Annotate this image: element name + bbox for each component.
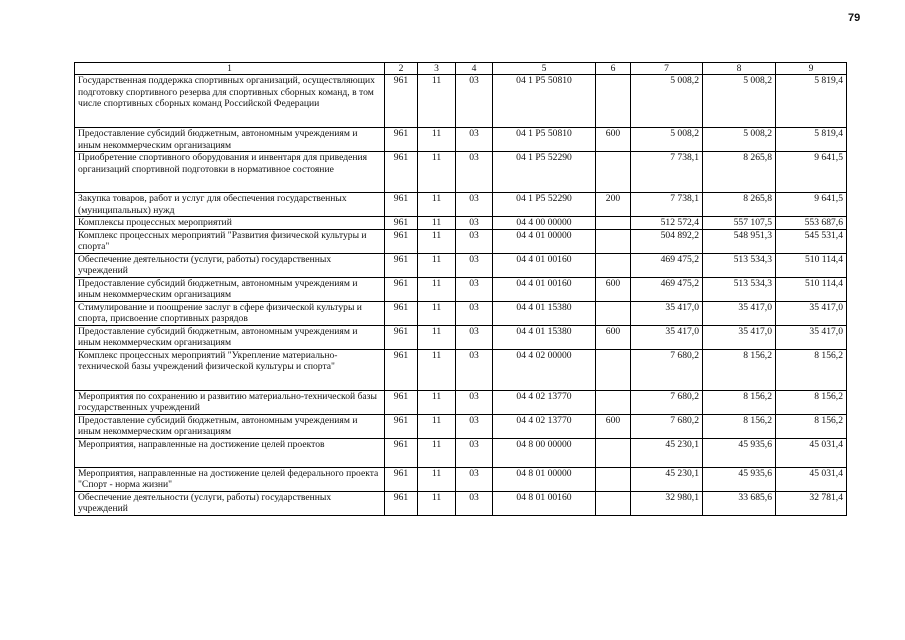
code-subsection: 03 (456, 128, 493, 152)
code-target: 04 4 02 13770 (493, 390, 596, 414)
code-expense-type: 600 (596, 414, 631, 438)
amount-year-1: 512 572,4 (631, 217, 703, 229)
row-name: Комплекс процессных мероприятий "Развития физической культуры и спорта" (75, 229, 385, 253)
code-section: 11 (418, 325, 456, 349)
code-section: 11 (418, 75, 456, 128)
amount-year-3: 553 687,6 (776, 217, 847, 229)
table-row (75, 349, 847, 390)
code-section: 11 (418, 390, 456, 414)
table-row (75, 301, 847, 325)
amount-year-2: 45 935,6 (703, 467, 776, 491)
code-section: 11 (418, 277, 456, 301)
code-target: 04 4 02 00000 (493, 349, 596, 390)
row-name: Мероприятия, направленные на достижение целей проектов (75, 438, 385, 467)
amount-year-1: 5 008,2 (631, 128, 703, 152)
code-section: 11 (418, 349, 456, 390)
table-row (75, 217, 847, 229)
code-admin: 961 (385, 277, 418, 301)
column-header: 8 (703, 63, 776, 75)
amount-year-2: 45 935,6 (703, 438, 776, 467)
amount-year-3: 8 156,2 (776, 390, 847, 414)
code-expense-type (596, 75, 631, 128)
table-row (75, 277, 847, 301)
code-expense-type (596, 152, 631, 193)
code-target: 04 4 02 13770 (493, 414, 596, 438)
table-row (75, 229, 847, 253)
row-name: Предоставление субсидий бюджетным, автономным учреждениям и иным некоммерческим организациям (75, 128, 385, 152)
code-subsection: 03 (456, 193, 493, 217)
code-target: 04 1 P5 52290 (493, 193, 596, 217)
amount-year-3: 5 819,4 (776, 75, 847, 128)
code-admin: 961 (385, 390, 418, 414)
header-row (75, 63, 847, 75)
code-admin: 961 (385, 438, 418, 467)
row-name: Мероприятия по сохранению и развитию материально-технической базы государственных учреждений (75, 390, 385, 414)
amount-year-1: 35 417,0 (631, 301, 703, 325)
amount-year-1: 35 417,0 (631, 325, 703, 349)
amount-year-2: 35 417,0 (703, 325, 776, 349)
amount-year-1: 504 892,2 (631, 229, 703, 253)
code-target: 04 1 P5 52290 (493, 152, 596, 193)
code-subsection: 03 (456, 217, 493, 229)
amount-year-3: 8 156,2 (776, 414, 847, 438)
column-header: 3 (418, 63, 456, 75)
code-section: 11 (418, 414, 456, 438)
table-row (75, 75, 847, 128)
column-header: 7 (631, 63, 703, 75)
amount-year-2: 35 417,0 (703, 301, 776, 325)
code-subsection: 03 (456, 414, 493, 438)
code-expense-type: 600 (596, 325, 631, 349)
code-subsection: 03 (456, 491, 493, 515)
code-expense-type (596, 217, 631, 229)
table-row (75, 414, 847, 438)
amount-year-1: 7 680,2 (631, 414, 703, 438)
code-expense-type (596, 467, 631, 491)
code-section: 11 (418, 193, 456, 217)
code-target: 04 4 01 15380 (493, 301, 596, 325)
code-expense-type (596, 253, 631, 277)
column-header: 5 (493, 63, 596, 75)
amount-year-3: 510 114,4 (776, 253, 847, 277)
code-expense-type (596, 301, 631, 325)
code-admin: 961 (385, 229, 418, 253)
budget-table (74, 62, 847, 516)
code-expense-type: 200 (596, 193, 631, 217)
amount-year-1: 7 680,2 (631, 349, 703, 390)
page-number: 79 (848, 12, 861, 24)
table-row (75, 390, 847, 414)
amount-year-1: 32 980,1 (631, 491, 703, 515)
code-subsection: 03 (456, 349, 493, 390)
amount-year-3: 45 031,4 (776, 438, 847, 467)
table-row (75, 467, 847, 491)
code-expense-type: 600 (596, 128, 631, 152)
code-subsection: 03 (456, 390, 493, 414)
code-section: 11 (418, 217, 456, 229)
amount-year-1: 469 475,2 (631, 277, 703, 301)
code-admin: 961 (385, 75, 418, 128)
amount-year-2: 8 265,8 (703, 193, 776, 217)
amount-year-2: 557 107,5 (703, 217, 776, 229)
row-name: Комплекс процессных мероприятий "Укрепление материально-технической базы учреждений физической культуры и спорта" (75, 349, 385, 390)
row-name: Стимулирование и поощрение заслуг в сфере физической культуры и спорта, присвоение спортивных разрядов (75, 301, 385, 325)
code-admin: 961 (385, 253, 418, 277)
code-admin: 961 (385, 193, 418, 217)
table-row (75, 128, 847, 152)
code-admin: 961 (385, 152, 418, 193)
code-expense-type (596, 390, 631, 414)
amount-year-3: 510 114,4 (776, 277, 847, 301)
amount-year-3: 35 417,0 (776, 301, 847, 325)
row-name: Обеспечение деятельности (услуги, работы) государственных учреждений (75, 253, 385, 277)
code-expense-type (596, 491, 631, 515)
amount-year-2: 513 534,3 (703, 253, 776, 277)
amount-year-1: 5 008,2 (631, 75, 703, 128)
table-row (75, 325, 847, 349)
code-subsection: 03 (456, 229, 493, 253)
table-row (75, 193, 847, 217)
code-subsection: 03 (456, 75, 493, 128)
code-subsection: 03 (456, 467, 493, 491)
row-name: Предоставление субсидий бюджетным, автономным учреждениям и иным некоммерческим организациям (75, 325, 385, 349)
amount-year-2: 5 008,2 (703, 128, 776, 152)
code-admin: 961 (385, 128, 418, 152)
amount-year-1: 45 230,1 (631, 467, 703, 491)
column-header: 9 (776, 63, 847, 75)
code-expense-type: 600 (596, 277, 631, 301)
code-admin: 961 (385, 325, 418, 349)
code-admin: 961 (385, 301, 418, 325)
code-target: 04 4 01 00000 (493, 229, 596, 253)
code-section: 11 (418, 438, 456, 467)
row-name: Комплексы процессных мероприятий (75, 217, 385, 229)
column-header: 4 (456, 63, 493, 75)
code-admin: 961 (385, 349, 418, 390)
code-expense-type (596, 349, 631, 390)
column-header: 1 (75, 63, 385, 75)
code-target: 04 4 00 00000 (493, 217, 596, 229)
row-name: Предоставление субсидий бюджетным, автономным учреждениям и иным некоммерческим организациям (75, 414, 385, 438)
code-subsection: 03 (456, 438, 493, 467)
code-admin: 961 (385, 414, 418, 438)
code-section: 11 (418, 253, 456, 277)
amount-year-2: 33 685,6 (703, 491, 776, 515)
amount-year-2: 8 156,2 (703, 414, 776, 438)
amount-year-3: 9 641,5 (776, 152, 847, 193)
amount-year-2: 8 265,8 (703, 152, 776, 193)
code-section: 11 (418, 301, 456, 325)
code-target: 04 4 01 15380 (493, 325, 596, 349)
amount-year-2: 548 951,3 (703, 229, 776, 253)
amount-year-2: 513 534,3 (703, 277, 776, 301)
code-section: 11 (418, 229, 456, 253)
amount-year-3: 9 641,5 (776, 193, 847, 217)
table-row (75, 152, 847, 193)
amount-year-3: 8 156,2 (776, 349, 847, 390)
code-admin: 961 (385, 467, 418, 491)
row-name: Предоставление субсидий бюджетным, автономным учреждениям и иным некоммерческим организациям (75, 277, 385, 301)
row-name: Приобретение спортивного оборудования и инвентаря для приведения организаций спортивной подготовки в нормативное состояние (75, 152, 385, 193)
code-admin: 961 (385, 217, 418, 229)
code-admin: 961 (385, 491, 418, 515)
code-subsection: 03 (456, 253, 493, 277)
code-subsection: 03 (456, 152, 493, 193)
code-target: 04 1 P5 50810 (493, 75, 596, 128)
amount-year-3: 35 417,0 (776, 325, 847, 349)
amount-year-1: 45 230,1 (631, 438, 703, 467)
code-expense-type (596, 438, 631, 467)
amount-year-1: 469 475,2 (631, 253, 703, 277)
code-expense-type (596, 229, 631, 253)
code-subsection: 03 (456, 301, 493, 325)
code-section: 11 (418, 152, 456, 193)
column-header: 6 (596, 63, 631, 75)
code-target: 04 4 01 00160 (493, 277, 596, 301)
table-row (75, 253, 847, 277)
column-header: 2 (385, 63, 418, 75)
amount-year-1: 7 738,1 (631, 193, 703, 217)
row-name: Государственная поддержка спортивных организаций, осуществляющих подготовку спортивного резерва для спортивных сборных команд, в том числе спортивных сборных команд Российской Федерации (75, 75, 385, 128)
row-name: Мероприятия, направленные на достижение целей федерального проекта "Спорт - норма жизни" (75, 467, 385, 491)
amount-year-3: 5 819,4 (776, 128, 847, 152)
amount-year-2: 8 156,2 (703, 349, 776, 390)
amount-year-3: 545 531,4 (776, 229, 847, 253)
amount-year-3: 32 781,4 (776, 491, 847, 515)
code-subsection: 03 (456, 325, 493, 349)
table-row (75, 438, 847, 467)
code-target: 04 8 01 00000 (493, 467, 596, 491)
code-subsection: 03 (456, 277, 493, 301)
amount-year-2: 8 156,2 (703, 390, 776, 414)
code-target: 04 1 P5 50810 (493, 128, 596, 152)
row-name: Закупка товаров, работ и услуг для обеспечения государственных (муниципальных) нужд (75, 193, 385, 217)
amount-year-1: 7 680,2 (631, 390, 703, 414)
code-section: 11 (418, 128, 456, 152)
code-target: 04 8 01 00160 (493, 491, 596, 515)
code-section: 11 (418, 491, 456, 515)
table-row (75, 491, 847, 515)
code-target: 04 4 01 00160 (493, 253, 596, 277)
amount-year-1: 7 738,1 (631, 152, 703, 193)
row-name: Обеспечение деятельности (услуги, работы) государственных учреждений (75, 491, 385, 515)
amount-year-2: 5 008,2 (703, 75, 776, 128)
amount-year-3: 45 031,4 (776, 467, 847, 491)
code-section: 11 (418, 467, 456, 491)
code-target: 04 8 00 00000 (493, 438, 596, 467)
